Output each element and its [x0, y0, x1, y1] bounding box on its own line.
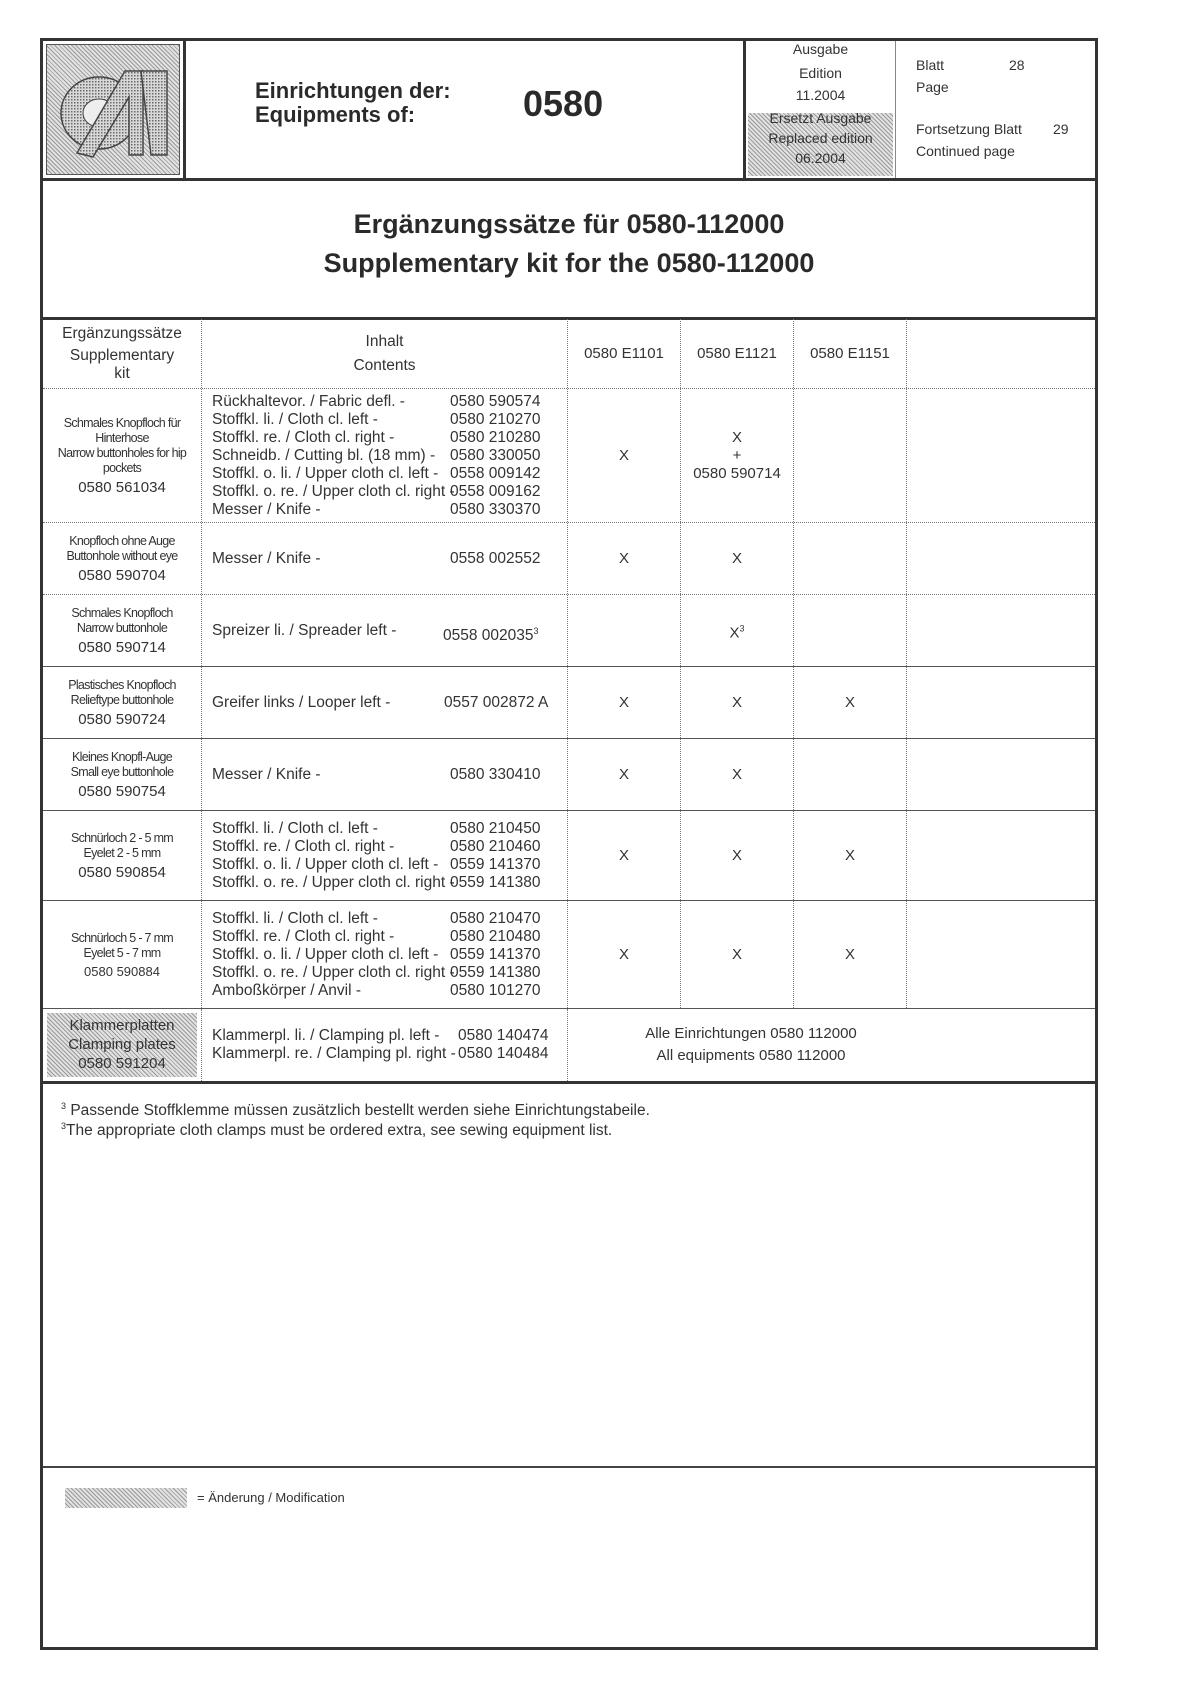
- kit-name-de: Schmales Knopfloch für Hinterhose: [63, 415, 181, 445]
- equipment-mark: X: [618, 846, 629, 864]
- table-row: [43, 595, 1095, 667]
- company-logo: [46, 44, 180, 175]
- header-equipment-e1101: 0580 E1101: [568, 319, 681, 388]
- content-line: Klammerpl. re. / Clamping pl. right - 0580 140484: [212, 1045, 549, 1062]
- kit-number: 0580 590724: [78, 710, 166, 728]
- blatt-label: Blatt: [916, 57, 945, 73]
- content-line: Schneidb. / Cutting bl. (18 mm) - 0580 330050: [212, 446, 541, 464]
- kit-name-en: Narrow buttonhole: [76, 620, 168, 635]
- content-line: Stoffkl. re. / Cloth cl. right - 0580 210460: [212, 837, 541, 855]
- equipment-mark: X + 0580 590714: [693, 428, 781, 482]
- page-label: Page: [916, 79, 949, 95]
- page-number: 28: [1009, 57, 1025, 73]
- content-line: Rückhaltevor. / Fabric defl. - 0580 590574: [212, 392, 541, 410]
- equipment-mark: X: [618, 693, 629, 711]
- content-line: Stoffkl. o. li. / Upper cloth cl. left - 0558 009142: [212, 464, 541, 482]
- header-title-de: Einrichtungen der:: [255, 78, 451, 103]
- content-line: Stoffkl. li. / Cloth cl. left - 0580 210470: [212, 909, 541, 927]
- equipment-mark: X: [618, 945, 629, 963]
- header-equipment-e1121: 0580 E1121: [681, 319, 794, 388]
- continued-page-number: 29: [1053, 121, 1069, 137]
- logo-cell: [43, 41, 186, 178]
- content-line: Messer / Knife - 0580 330370: [212, 500, 541, 518]
- equipment-number: 0580: [523, 83, 604, 124]
- content-line: Spreizer li. / Spreader left - 0558 002035$^3$: [212, 621, 539, 644]
- page-title-de: Ergänzungssätze für 0580-112000: [353, 209, 785, 239]
- content-line: Stoffkl. li. / Cloth cl. left - 0580 210270: [212, 410, 541, 428]
- table-row: [43, 667, 1095, 739]
- continued-label-de: Fortsetzung Blatt: [916, 121, 1022, 137]
- header-kit: [43, 319, 202, 388]
- header-divider: [43, 178, 1095, 181]
- modification-legend-swatch: [65, 1488, 187, 1508]
- edition-label-en: Edition: [799, 65, 842, 81]
- kit-number: 0580 590714: [78, 638, 166, 656]
- content-line: Stoffkl. re. / Cloth cl. right - 0580 210280: [212, 428, 541, 446]
- table-row: [43, 811, 1095, 901]
- kit-name-de: Schnürloch 2 - 5 mm: [70, 830, 174, 845]
- table-row: [43, 389, 1095, 523]
- kit-number: 0580 590854: [78, 863, 166, 881]
- kit-name-de: Plastisches Knopfloch: [68, 677, 176, 692]
- kit-number: 0580 591204: [78, 1055, 166, 1072]
- equipment-mark: X: [618, 446, 629, 464]
- header-equipment-e1151: 0580 E1151: [794, 319, 907, 388]
- all-equipments-de: Alle Einrichtungen 0580 112000: [645, 1025, 857, 1042]
- legend-divider: [43, 1466, 1095, 1468]
- content-line: Messer / Knife - 0580 330410: [212, 765, 541, 783]
- equipment-mark: X: [731, 846, 742, 864]
- equipment-mark: X: [844, 693, 855, 711]
- kit-number: 0580 590884: [84, 963, 160, 979]
- content-line: Stoffkl. o. re. / Upper cloth cl. right - 0558 009162: [212, 482, 541, 500]
- header-contents-en: Contents: [353, 357, 416, 374]
- kit-name-en: Clamping plates: [68, 1036, 176, 1053]
- content-line: Stoffkl. o. li. / Upper cloth cl. left - 0559 141370: [212, 855, 541, 873]
- header-equipment-empty: [907, 319, 1095, 388]
- header-title-en: Equipments of:: [255, 102, 416, 127]
- kit-name-de: Klammerplatten: [69, 1017, 175, 1034]
- kit-number: 0580 561034: [78, 478, 166, 496]
- equipment-mark: X: [731, 693, 742, 711]
- header-contents: [202, 319, 568, 388]
- kit-name-de: Kleines Knopfl-Auge: [72, 749, 172, 764]
- replaced-date: 06.2004: [795, 150, 846, 166]
- all-equipments-en: All equipments 0580 112000: [656, 1047, 846, 1064]
- equipment-mark: X: [731, 549, 742, 567]
- replaced-label-en: Replaced edition: [768, 130, 873, 146]
- kit-name-en: Eyelet 2 - 5 mm: [83, 845, 161, 860]
- kit-name-de: Knopfloch ohne Auge: [69, 533, 175, 548]
- footnote-de: $^3$ Passende Stoffklemme müssen zusätzlich bestellt werden siehe Einrichtungstabeile.: [61, 1101, 650, 1120]
- kit-name-de: Schnürloch 5 - 7 mm: [70, 930, 174, 945]
- header-kit-de: Ergänzungssätze: [62, 325, 182, 342]
- content-line: Messer / Knife - 0558 002552: [212, 549, 541, 567]
- edition-label-de: Ausgabe: [792, 41, 849, 57]
- header-kit-en: Supplementary kit: [69, 347, 175, 382]
- equipment-mark: X: [844, 846, 855, 864]
- equipment-mark: X: [618, 765, 629, 783]
- header-contents-de: Inhalt: [365, 333, 404, 350]
- kit-name-en: Eyelet 5 - 7 mm: [83, 945, 161, 960]
- content-line: Greifer links / Looper left - 0557 002872 A: [212, 693, 549, 711]
- equipment-mark: X: [731, 765, 742, 783]
- kit-name-en: Buttonhole without eye: [66, 548, 178, 563]
- all-equipments-cell: [568, 1009, 934, 1081]
- kit-number: 0580 590754: [78, 782, 166, 800]
- content-line: Klammerpl. li. / Clamping pl. left - 0580 140474: [212, 1027, 549, 1044]
- modification-legend-text: = Änderung / Modification: [197, 1490, 345, 1505]
- table-bottom-divider: [43, 1081, 1095, 1084]
- equipment-mark: X: [844, 945, 855, 963]
- edition-date: 11.2004: [795, 87, 846, 103]
- table-row: [43, 1009, 1095, 1081]
- content-line: Amboßkörper / Anvil - 0580 101270: [212, 981, 541, 999]
- kit-name-de: Schmales Knopfloch: [71, 605, 173, 620]
- continued-label-en: Continued page: [916, 143, 1015, 159]
- page-title-en: Supplementary kit for the 0580-112000: [323, 248, 815, 278]
- kit-number: 0580 590704: [78, 566, 166, 584]
- edition-cell: [743, 41, 896, 178]
- table-row: [43, 739, 1095, 811]
- kit-name-en: Relieftype buttonhole: [70, 692, 174, 707]
- content-line: Stoffkl. o. re. / Upper cloth cl. right - 0559 141380: [212, 963, 541, 981]
- footnote-ref: 3: [739, 623, 745, 633]
- kit-name-en: Narrow buttonholes for hip pockets: [57, 445, 187, 475]
- replaced-label-de: Ersetzt Ausgabe: [769, 110, 872, 126]
- kit-name-en: Small eye buttonhole: [70, 764, 174, 779]
- page-frame: [40, 38, 1098, 1650]
- header-title: [255, 79, 451, 127]
- content-line: Stoffkl. o. re. / Upper cloth cl. right - 0559 141380: [212, 873, 541, 891]
- content-line: Stoffkl. li. / Cloth cl. left - 0580 210450: [212, 819, 541, 837]
- equipment-mark: X: [729, 624, 740, 641]
- content-line: Stoffkl. o. li. / Upper cloth cl. left - 0559 141370: [212, 945, 541, 963]
- table-row: [43, 901, 1095, 1009]
- table-row: [43, 523, 1095, 595]
- equipment-mark: X: [731, 945, 742, 963]
- equipment-mark: X: [618, 549, 629, 567]
- table-header-row: [43, 319, 1095, 389]
- footnote-en: $^3$The appropriate cloth clamps must be ordered extra, see sewing equipment list.: [61, 1121, 613, 1140]
- content-line: Stoffkl. re. / Cloth cl. right - 0580 210480: [212, 927, 541, 945]
- footnote-ref: 3: [533, 625, 539, 636]
